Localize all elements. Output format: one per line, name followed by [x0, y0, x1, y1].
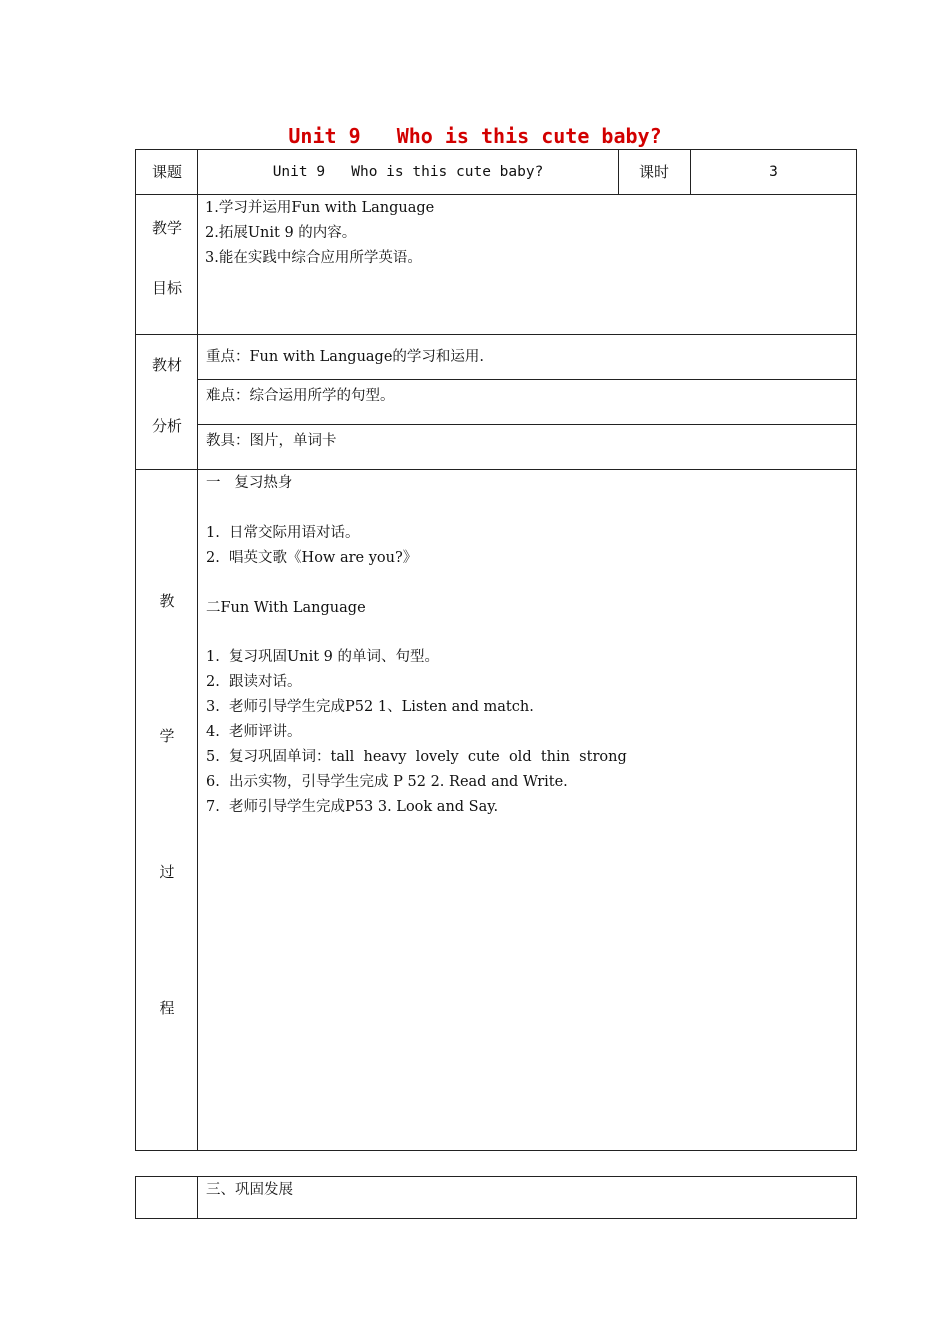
row-divider: [197, 379, 857, 380]
row-divider: [135, 334, 857, 335]
process-label-char: 程: [159, 999, 175, 1017]
objective-item: 3.能在实践中综合应用所学英语。: [205, 250, 422, 266]
row-divider: [197, 424, 857, 425]
objectives-label-line1: 教学: [151, 219, 182, 237]
document-title: Unit 9 Who is this cute baby?: [288, 124, 662, 148]
column-divider: [618, 149, 619, 194]
section1-item: 2. 唱英文歌《How are you?》: [206, 550, 418, 566]
analysis-label-line2: 分析: [151, 417, 182, 435]
objective-item: 2.拓展Unit 9 的内容。: [205, 225, 357, 241]
topic-label: 课题: [151, 163, 182, 181]
section2-heading: 二Fun With Language: [206, 600, 366, 616]
consolidation-heading: 三、巩固发展: [206, 1182, 293, 1198]
key-point: 重点：Fun with Language的学习和运用.: [206, 349, 485, 365]
process-label-char: 教: [159, 592, 175, 610]
column-divider: [197, 1176, 198, 1219]
section2-item: 1. 复习巩固Unit 9 的单词、句型。: [206, 649, 440, 665]
section2-item: 6. 出示实物，引导学生完成 P 52 2. Read and Write.: [206, 774, 568, 790]
process-label-char: 过: [159, 863, 175, 881]
objective-item: 1.学习并运用Fun with Language: [205, 200, 435, 216]
difficulty: 难点：综合运用所学的句型。: [206, 388, 395, 404]
section1-heading: 一 复习热身: [206, 475, 293, 491]
objectives-label-line2: 目标: [151, 279, 182, 297]
row-divider: [135, 469, 857, 470]
period-value: 3: [769, 164, 778, 180]
row-divider: [135, 194, 857, 195]
topic-value: Unit 9 Who is this cute baby?: [272, 164, 544, 180]
analysis-label-line1: 教材: [151, 356, 182, 374]
section2-item: 4. 老师评讲。: [206, 724, 302, 740]
section2-item: 2. 跟读对话。: [206, 674, 302, 690]
section2-item: 3. 老师引导学生完成P52 1、Listen and match.: [206, 699, 534, 715]
section1-item: 1. 日常交际用语对话。: [206, 525, 360, 541]
section2-item: 5. 复习巩固单词：tall heavy lovely cute old thin strong: [206, 749, 627, 765]
teaching-aids: 教具：图片，单词卡: [206, 433, 337, 449]
period-label: 课时: [638, 163, 669, 181]
section2-item: 7. 老师引导学生完成P53 3. Look and Say.: [206, 799, 499, 815]
process-label-char: 学: [159, 727, 175, 745]
